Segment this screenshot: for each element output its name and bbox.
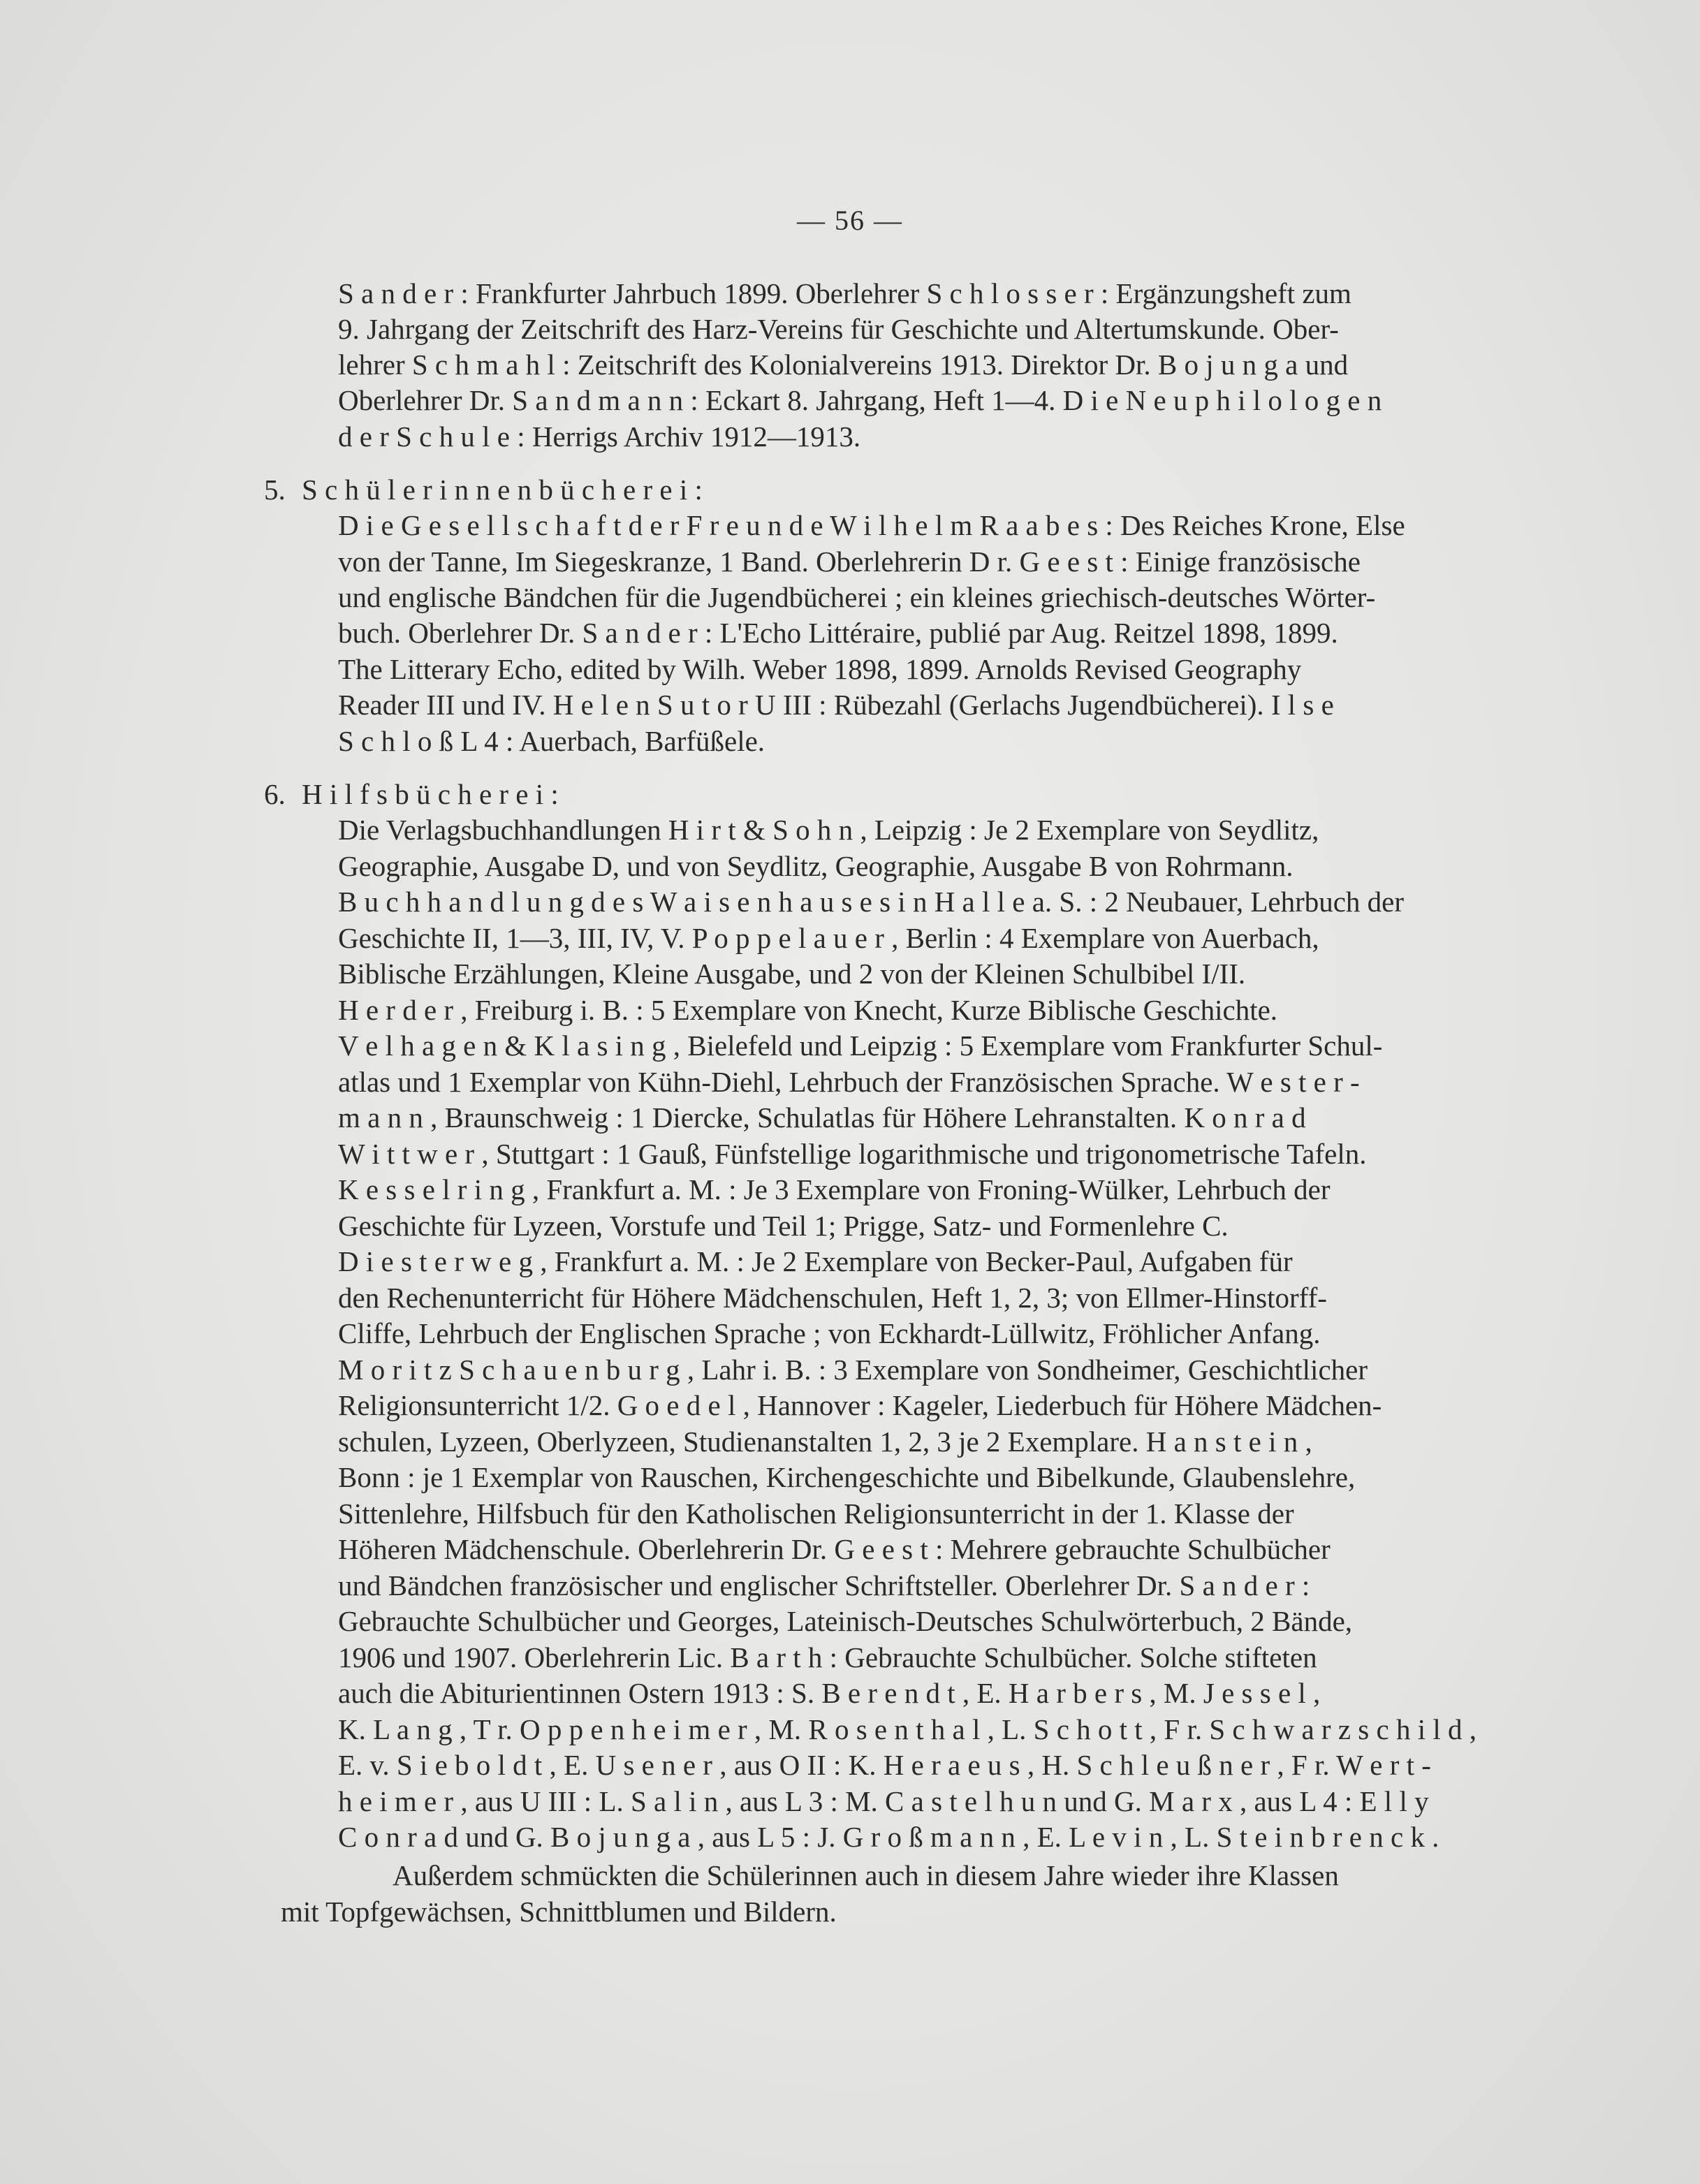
page-number: — 56 — <box>797 205 903 236</box>
text-line: Reader III und IV. H e l e n S u t o r U III : Rübezahl (Gerlachs Jugendbücherei). I l s e <box>338 689 1334 721</box>
text-line: V e l h a g e n & K l a s i n g , Bielefeld und Leipzig : 5 Exemplare vom Frankfurter Schul- <box>338 1029 1383 1062</box>
text-line: d e r S c h u l e : Herrigs Archiv 1912—1913. <box>338 420 861 453</box>
text-line: B u c h h a n d l u n g d e s W a i s e n h a u s e s i n H a l l e a. S. : 2 Neubauer, Lehrbuch der <box>338 886 1405 918</box>
text-line: schulen, Lyzeen, Oberlyzeen, Studienanstalten 1, 2, 3 je 2 Exemplare. H a n s t e i n , <box>338 1426 1312 1458</box>
section-number: 6. <box>264 778 286 810</box>
text-line: atlas und 1 Exemplar von Kühn-Diehl, Lehrbuch der Französischen Sprache. W e s t e r - <box>338 1066 1360 1098</box>
text-line: K e s s e l r i n g , Frankfurt a. M. : Je 3 Exemplare von Froning-Wülker, Lehrbuch der <box>338 1173 1331 1205</box>
text-line: K. L a n g , T r. O p p e n h e i m e r , M. R o s e n t h a l , L. S c h o t t , F r. S c h w a r z s c h i l d , <box>338 1713 1476 1745</box>
text-line: S a n d e r : Frankfurter Jahrbuch 1899. Oberlehrer S c h l o s s e r : Ergänzungsheft zum <box>338 277 1351 309</box>
text-line: auch die Abiturientinnen Ostern 1913 : S. B e r e n d t , E. H a r b e r s , M. J e s s e l , <box>338 1677 1321 1709</box>
text-line: Geschichte II, 1—3, III, IV, V. P o p p e l a u e r , Berlin : 4 Exemplare von Auerbach, <box>338 922 1319 954</box>
text-line: 1906 und 1907. Oberlehrerin Lic. B a r t h : Gebrauchte Schulbücher. Solche stifteten <box>338 1641 1317 1673</box>
section-heading: H i l f s b ü c h e r e i : <box>302 778 559 810</box>
text-line: Gebrauchte Schulbücher und Georges, Lateinisch-Deutsches Schulwörterbuch, 2 Bände, <box>338 1605 1353 1637</box>
text-line: m a n n , Braunschweig : 1 Diercke, Schulatlas für Höhere Lehranstalten. K o n r a d <box>338 1101 1306 1134</box>
text-line: Außerdem schmückten die Schülerinnen auch in diesem Jahre wieder ihre Klassen <box>393 1859 1339 1891</box>
text-line: C o n r a d und G. B o j u n g a , aus L 5 : J. G r o ß m a n n , E. L e v i n , L. S t e i n b r e n c k . <box>338 1821 1439 1853</box>
text-line: S c h l o ß L 4 : Auerbach, Barfüßele. <box>338 725 765 757</box>
text-line: Biblische Erzählungen, Kleine Ausgabe, und 2 von der Kleinen Schulbibel I/II. <box>338 958 1246 990</box>
text-line: Die Verlagsbuchhandlungen H i r t & S o h n , Leipzig : Je 2 Exemplare von Seydlitz, <box>338 814 1319 846</box>
text-line: lehrer S c h m a h l : Zeitschrift des Kolonialvereins 1913. Direktor Dr. B o j u n g a und <box>338 349 1349 381</box>
text-line: M o r i t z S c h a u e n b u r g , Lahr i. B. : 3 Exemplare von Sondheimer, Geschichtlicher <box>338 1354 1368 1386</box>
text-line: buch. Oberlehrer Dr. S a n d e r : L'Echo Littéraire, publié par Aug. Reitzel 1898, 1899. <box>338 617 1338 649</box>
section-number: 5. <box>264 474 286 506</box>
text-line: und Bändchen französischer und englischer Schriftsteller. Oberlehrer Dr. S a n d e r : <box>338 1569 1310 1602</box>
text-line: The Litterary Echo, edited by Wilh. Weber 1898, 1899. Arnolds Revised Geography <box>338 653 1302 685</box>
text-line: Höheren Mädchenschule. Oberlehrerin Dr. G e e s t : Mehrere gebrauchte Schulbücher <box>338 1533 1331 1565</box>
text-line: 9. Jahrgang der Zeitschrift des Harz-Vereins für Geschichte und Altertumskunde. Ober- <box>338 313 1339 345</box>
text-line: Geschichte für Lyzeen, Vorstufe und Teil 1; Prigge, Satz- und Formenlehre C. <box>338 1210 1229 1242</box>
text-line: W i t t w e r , Stuttgart : 1 Gauß, Fünfstellige logarithmische und trigonometrische Tafeln. <box>338 1138 1367 1170</box>
text-line: von der Tanne, Im Siegeskranze, 1 Band. Oberlehrerin D r. G e e s t : Einige französische <box>338 545 1361 578</box>
text-line: Religionsunterricht 1/2. G o e d e l , Hannover : Kageler, Liederbuch für Höhere Mädchen- <box>338 1389 1382 1421</box>
text-line: Bonn : je 1 Exemplar von Rauschen, Kirchengeschichte und Bibelkunde, Glaubenslehre, <box>338 1461 1356 1493</box>
text-line: H e r d e r , Freiburg i. B. : 5 Exemplare von Knecht, Kurze Biblische Geschichte. <box>338 994 1278 1026</box>
text-line: den Rechenunterricht für Höhere Mädchenschulen, Heft 1, 2, 3; von Ellmer-Hinstorff- <box>338 1282 1327 1314</box>
text-line: Geographie, Ausgabe D, und von Seydlitz, Geographie, Ausgabe B von Rohrmann. <box>338 850 1294 882</box>
text-line: E. v. S i e b o l d t , E. U s e n e r , aus O II : K. H e r a e u s , H. S c h l e u ß n e r , F r. W e r t - <box>338 1749 1431 1781</box>
text-line: D i e G e s e l l s c h a f t d e r F r e u n d e W i l h e l m R a a b e s : Des Reiches Krone, Else <box>338 509 1405 541</box>
text-line: D i e s t e r w e g , Frankfurt a. M. : Je 2 Exemplare von Becker-Paul, Aufgaben für <box>338 1245 1293 1277</box>
text-line: h e i m e r , aus U III : L. S a l i n , aus L 3 : M. C a s t e l h u n und G. M a r x , aus L 4 : E l l y <box>338 1785 1429 1817</box>
text-line: und englische Bändchen für die Jugendbücherei ; ein kleines griechisch-deutsches Wörter- <box>338 581 1376 613</box>
section-heading: S c h ü l e r i n n e n b ü c h e r e i : <box>302 474 703 506</box>
text-line: Sittenlehre, Hilfsbuch für den Katholischen Religionsunterricht in der 1. Klasse der <box>338 1497 1294 1530</box>
text-line: Oberlehrer Dr. S a n d m a n n : Eckart 8. Jahrgang, Heft 1—4. D i e N e u p h i l o l o g e n <box>338 384 1382 416</box>
text-line: Cliffe, Lehrbuch der Englischen Sprache ; von Eckhardt-Lüllwitz, Fröhlicher Anfang. <box>338 1317 1321 1349</box>
text-line: mit Topfgewächsen, Schnittblumen und Bildern. <box>281 1896 837 1928</box>
